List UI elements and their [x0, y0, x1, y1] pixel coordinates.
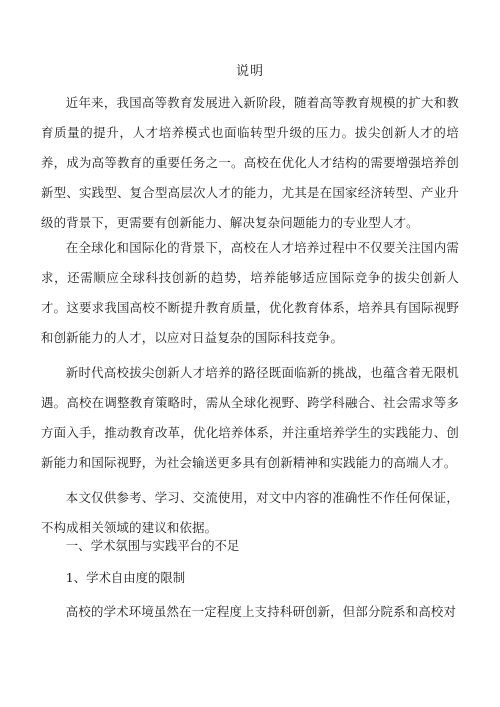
- paragraph-4: 本文仅供参考、学习、交流使用，对文中内容的准确性不作任何保证，不构成相关领域的建议和依据。: [41, 490, 459, 535]
- paragraph-2: 在全球化和国际化的背景下，高校在人才培养过程中不仅要关注国内需求，还需顺应全球科技创新的趋势，培养能够适应国际竞争的拔尖创新人才。这要求我国高校不断提升教育质量，优化教育体系，培养具有国际视野和创新能力的人才，以应对日益复杂的国际科技竞争。: [41, 240, 459, 345]
- paragraph-5: 高校的学术环境虽然在一定程度上支持科研创新，但部分院系和高校对: [65, 604, 457, 619]
- section-heading: 一、学术氛围与实践平台的不足: [65, 538, 240, 553]
- paragraph-1: 近年来，我国高等教育发展进入新阶段，随着高等教育规模的扩大和教育质量的提升，人才培养模式也面临转型升级的压力。拔尖创新人才的培养，成为高等教育的重要任务之一。高校在优化人才结构的需要增强培养创新型、实践型、复合型高层次人才的能力，尤其是在国家经济转型、产业升级的背景下，更需要有创新能力、解决复杂问题能力的专业型人才。: [41, 95, 459, 230]
- subsection-heading: 1、学术自由度的限制: [65, 570, 186, 585]
- paragraph-3: 新时代高校拔尖创新人才培养的路径既面临新的挑战，也蕴含着无限机遇。高校在调整教育策略时，需从全球化视野、跨学科融合、社会需求等多方面入手，推动教育改革，优化培养体系，并注重培养学生的实践能力、创新能力和国际视野，为社会输送更多具有创新精神和实践能力的高端人才。: [41, 365, 459, 470]
- page-title: 说明: [235, 64, 264, 79]
